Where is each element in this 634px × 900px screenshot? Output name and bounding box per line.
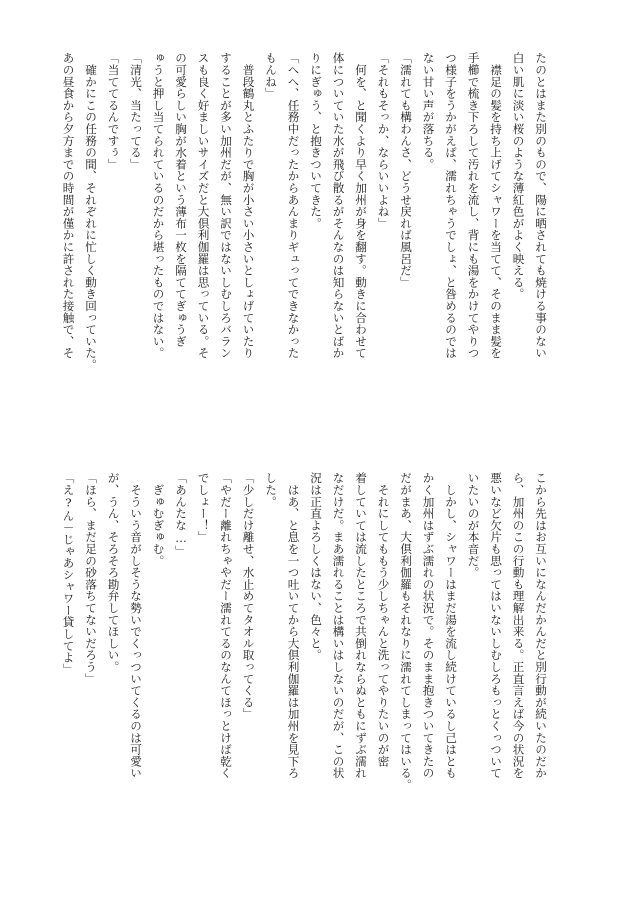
text-line: それにしてももう少しちゃんと洗ってやりたいのが密 <box>376 472 391 767</box>
text-line: 確かにこの任務の間、それぞれに忙しく動き回っていた。 <box>84 52 98 371</box>
text-line: 体についていた水が飛び散るがそんなのは知らないとばか <box>331 52 346 359</box>
text-line: ゅうと押し当てられているのだから堪ったものではない。 <box>151 52 166 359</box>
text-line: の可愛らしい胸が水着という薄布一枚を隔ててぎゅうぎ <box>174 52 188 347</box>
upper-text-block <box>61 52 552 424</box>
text-line: 白い肌に淡い桜のような薄紅色がよく映える。 <box>511 52 526 300</box>
text-line: 「やだー離れちゃやだー濡れてるのなんてほっとけば乾く <box>219 472 233 779</box>
text-line: ない甘い声が落ちる。 <box>421 52 436 170</box>
text-line: 「へへ、任務中だったからあんまりギュってできなかった <box>286 52 301 359</box>
text-line: しかし、シャワーはまだ湯を流し続けているし己はとも <box>444 472 458 779</box>
lower-text-block <box>61 472 552 844</box>
text-line: そういう音がしそうな勢いでくっついてくるのは可愛い <box>129 472 143 779</box>
text-line: ぎゅむぎゅむ。 <box>151 472 166 567</box>
text-line: 「当ててるんですぅ」 <box>106 52 121 170</box>
text-line: 着していては流したところで共倒れならぬともにずぶ濡れ <box>354 472 368 779</box>
text-line: 「え?ん－じゃあシャワー貸してよ」 <box>61 472 76 675</box>
text-line: 「少しだけ離せ、水止めてタオル取ってくる」 <box>241 472 256 720</box>
text-line: した。 <box>264 472 278 508</box>
text-line: だがまあ、大倶利伽羅もそれなりに濡れてしまってはいる。 <box>399 472 413 791</box>
text-line: 況は正直よろしくはない、色々と。 <box>309 472 323 661</box>
text-line: 「あんたな…」 <box>174 472 188 557</box>
text-line: つ様子をうかがえば、濡れちゃうでしょ、と咎めるのでは <box>444 52 458 359</box>
text-line: かく加州はずぶ濡れの状況で。そのまま抱きついてきたの <box>421 472 436 779</box>
text-line: 「清光、当たってる」 <box>129 52 143 170</box>
text-line: 普段鶴丸とふたりで胸が小さい小さいとしょげていたり <box>241 52 256 359</box>
text-line: りにぎゅう、と抱きついてきた。 <box>309 52 323 229</box>
text-line: 「それもそっか、ならいいよね」 <box>376 52 391 229</box>
text-line: なだけだ。まあ濡れることは構いはしないのだが、この状 <box>331 472 346 779</box>
text-line: もんね」 <box>264 52 278 100</box>
text-line: することが多い加州だが、無い訳ではないしむしろバラン <box>219 52 233 359</box>
text-line: こから先はお互いになんだかんだと別行動が続いたのだか <box>534 472 548 779</box>
text-line: たのとはまた別のもので、陽に晒されても焼ける事のない <box>534 52 548 359</box>
text-line: スも良く好ましいサイズだと大倶利伽羅は思っている。そ <box>196 52 211 359</box>
text-line: 何を、と聞くより早く加州が身を翻す。動きに合わせて <box>354 52 368 359</box>
text-line: でしょー！」 <box>196 472 211 543</box>
text-line: 襟足の髪を持ち上げてシャワーを当てて、そのまま髪を <box>489 52 503 359</box>
text-line: ら、加州のこの行動も理解出来る。正直言えば今の状況を <box>511 472 526 779</box>
text-line: はあ、と息を一つ吐いてから大倶利伽羅は加州を見下ろ <box>286 472 301 779</box>
text-line: 悪いなど欠片も思ってはいないしむしろもっとくっついて <box>489 472 503 779</box>
text-line: いたいのが本音だ。 <box>466 472 481 579</box>
text-line: あの昼食から夕方までの時間が僅かに許された接触で、そ <box>61 52 76 359</box>
text-line: 「濡れても構わんさ、どうせ戻れば風呂だ」 <box>399 52 413 288</box>
text-line: 手櫛で梳き下ろして汚れを流し、背にも湯をかけてやりつ <box>466 52 481 359</box>
text-line: が、うん、そろそろ勘弁してほしい。 <box>106 472 121 673</box>
text-line: 「ほら、まだ足の砂落ちてないだろう」 <box>84 472 98 685</box>
